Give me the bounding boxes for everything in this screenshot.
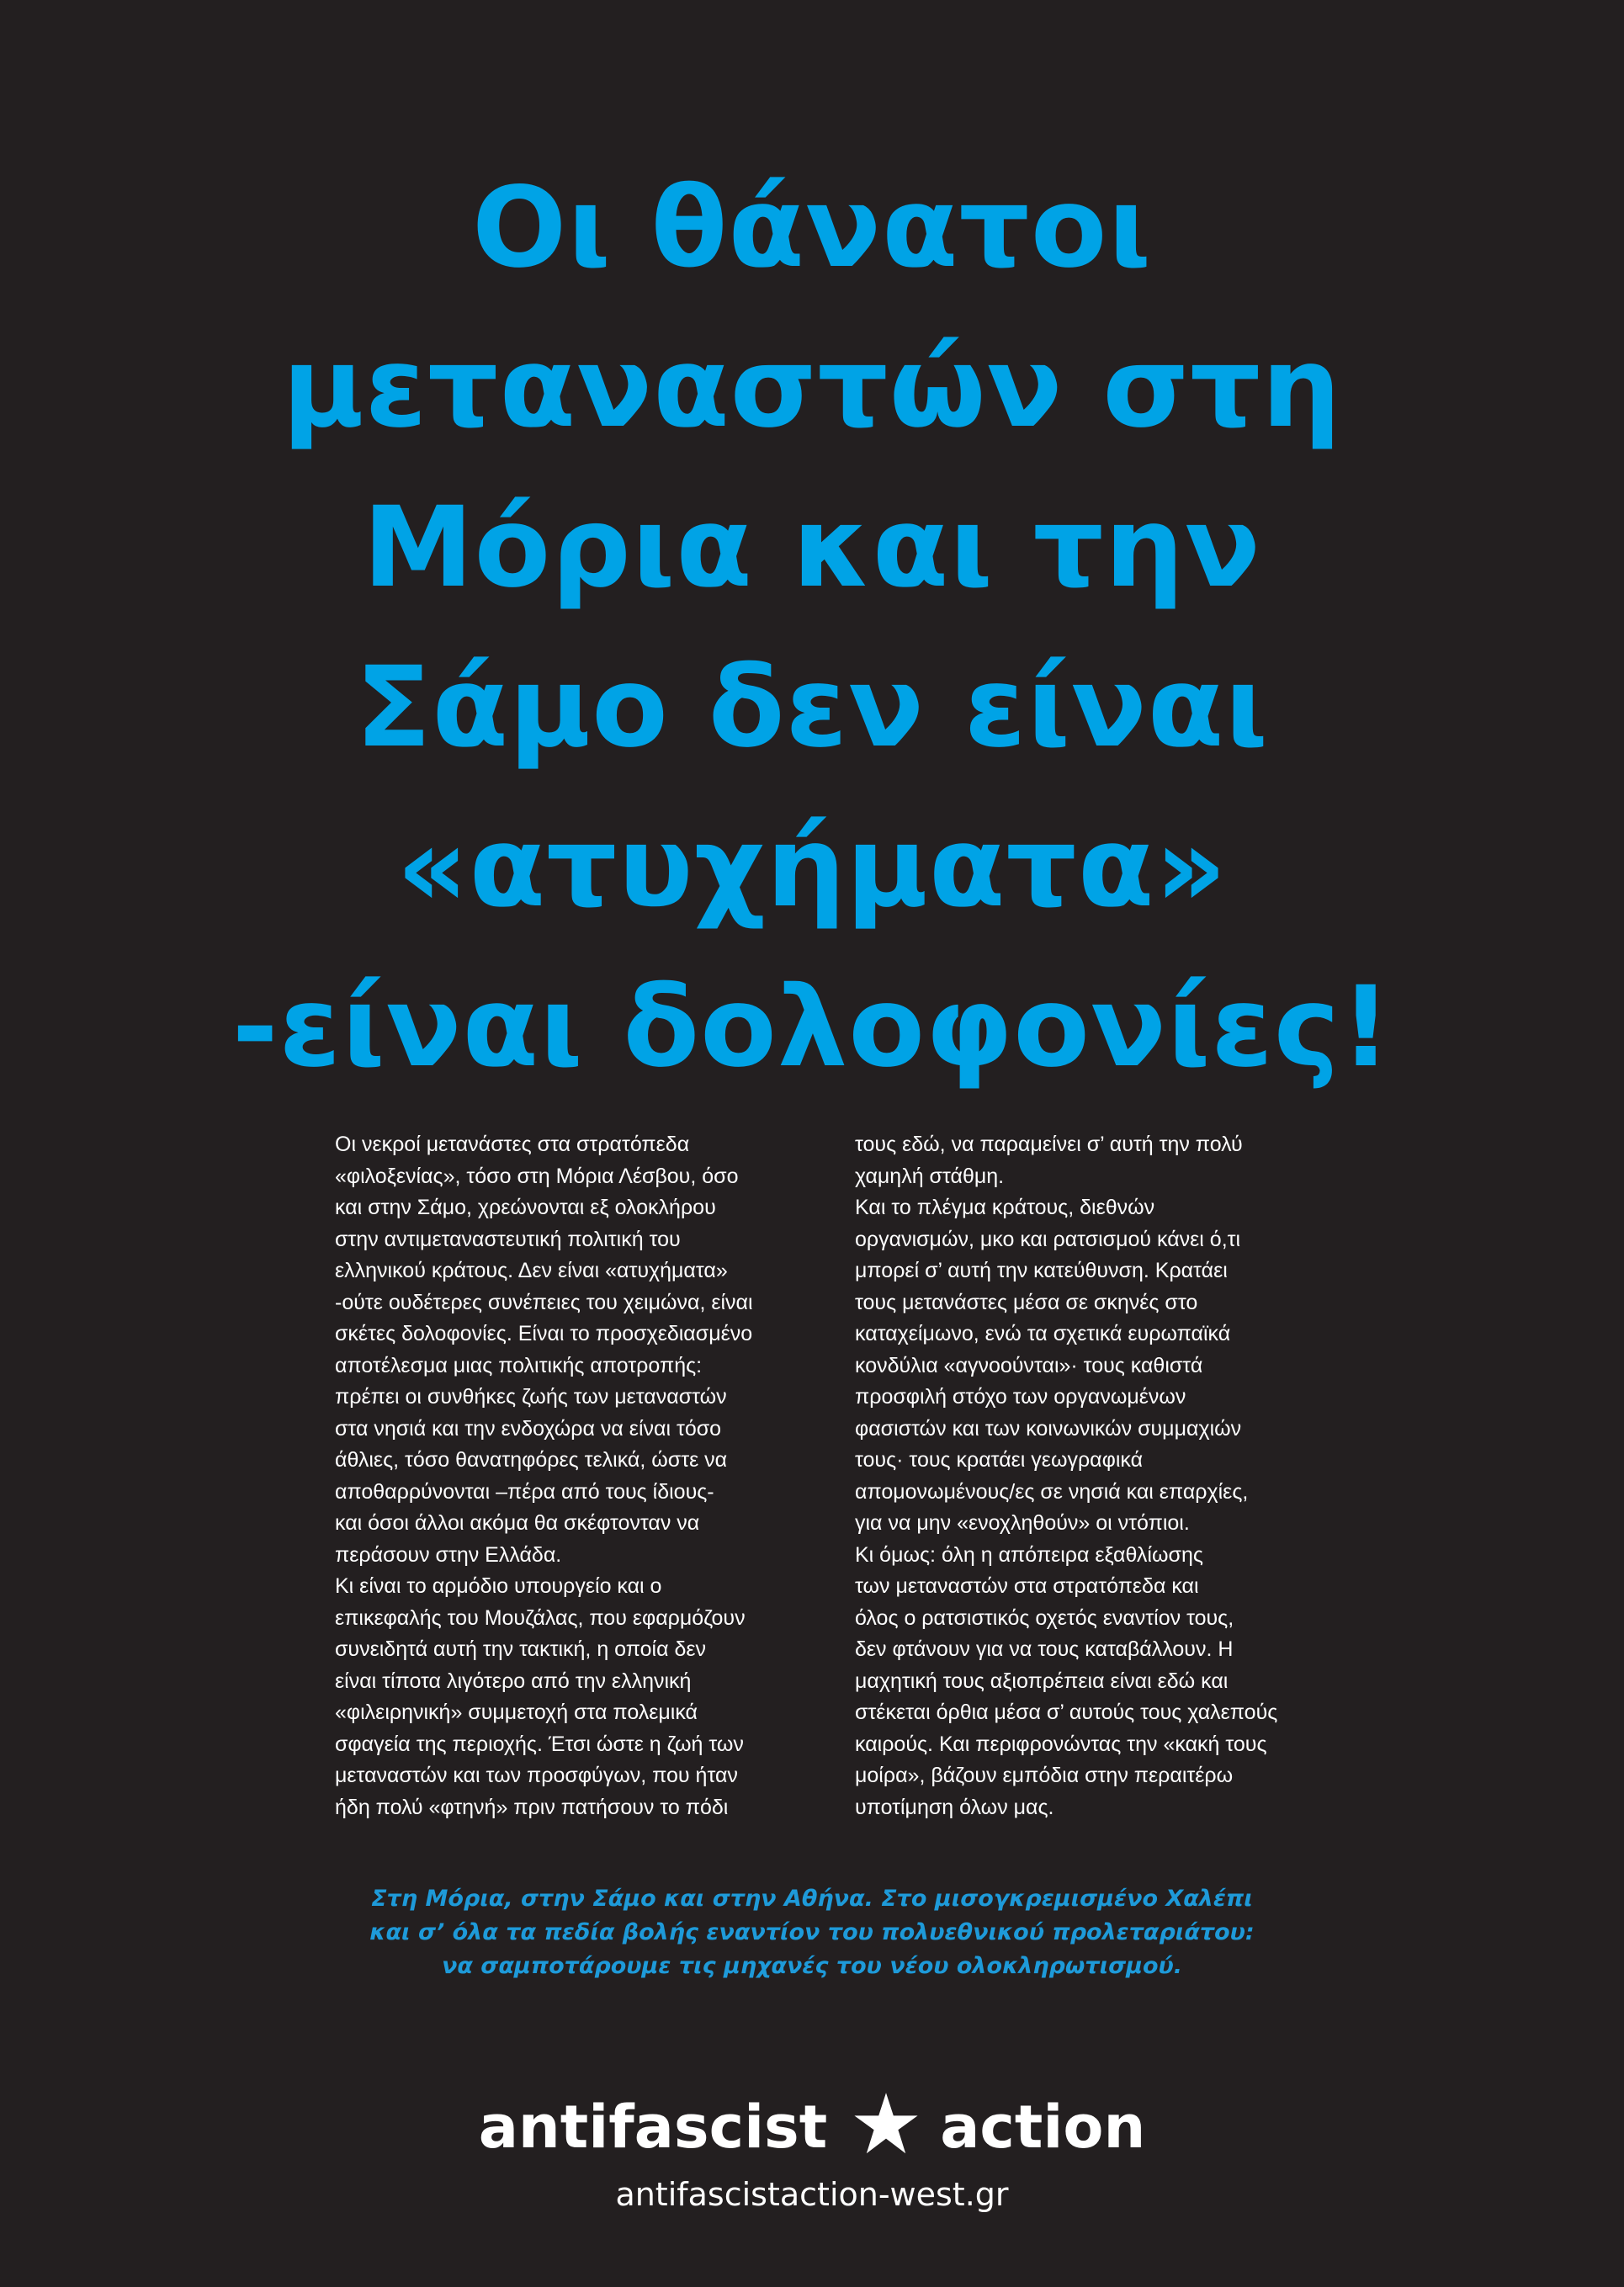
body-line: τους εδώ, να παραμείνει σ’ αυτή την πολύ [855, 1133, 1243, 1156]
body-line: άθλιες, τόσο θανατηφόρες τελικά, ώστε να [335, 1448, 728, 1472]
headline-line: Οι θάνατοι [472, 163, 1152, 293]
body-line: και στην Σάμο, χρεώνονται εξ ολοκλήρου [335, 1196, 716, 1219]
body-line: αποθαρρύνονται –πέρα από τους ίδιους- [335, 1479, 714, 1504]
body-line: απομονωμένους/ες σε νησιά και επαρχίες, [855, 1479, 1249, 1504]
body-line: στην αντιμεταναστευτική πολιτική του [335, 1227, 681, 1251]
body-line: συνειδητά αυτή την τακτική, η οποία δεν [335, 1637, 707, 1661]
logo-word-right: action [940, 2093, 1146, 2162]
body-line: -ούτε ουδέτερες συνέπειες του χειμώνα, είναι [335, 1290, 753, 1314]
headline-line: μεταναστών στη [282, 323, 1342, 453]
body-line: τους· τους κρατάει γεωγραφικά [855, 1448, 1144, 1472]
body-line: ελληνικού κράτους. Δεν είναι «ατυχήματα» [335, 1259, 728, 1282]
body-line: Κι είναι το αρμόδιο υπουργείο και ο [335, 1574, 662, 1598]
body-line: Οι νεκροί μετανάστες στα στρατόπεδα [335, 1133, 690, 1156]
headline [0, 148, 1624, 1107]
body-line: των μεταναστών στα στρατόπεδα και [855, 1574, 1199, 1598]
antifascist-action-logo [0, 2087, 1624, 2168]
body-line: είναι τίποτα λιγότερο από την ελληνική [335, 1669, 692, 1693]
body-column-left [335, 1129, 806, 1823]
body-line: όλος ο ρατσιστικός οχετός εναντίον τους, [855, 1605, 1234, 1630]
body-line: Κι όμως: όλη η απόπειρα εξαθλίωσης [855, 1542, 1203, 1567]
body-line: στα νησιά και την ενδοχώρα να είναι τόσο [335, 1416, 722, 1441]
logo-word-left: antifascist [478, 2093, 828, 2162]
website-url: antifascistaction-west.gr [615, 2176, 1009, 2213]
body-line: για να μην «ενοχληθούν» οι ντόπιοι. [855, 1511, 1190, 1535]
body-line: σκέτες δολοφονίες. Είναι το προσχεδιασμένο [335, 1322, 753, 1345]
body-line: υποτίμηση όλων μας. [855, 1795, 1054, 1819]
body-text [335, 1129, 1326, 1823]
headline-line: -είναι δολοφονίες! [231, 963, 1393, 1092]
footer-slogan [0, 1882, 1624, 1983]
body-line: οργανισμών, μκο και ρατσισμού κάνει ό,τι [855, 1227, 1241, 1251]
body-line: καιρούς. Και περιφρονώντας την «κακή τους [855, 1732, 1267, 1756]
body-line: μοίρα», βάζουν εμπόδια στην περαιτέρω [855, 1764, 1234, 1787]
body-line: επικεφαλής του Μουζάλας, που εφαρμόζουν [335, 1605, 746, 1630]
body-line: μαχητική τους αξιοπρέπεια είναι εδώ και [855, 1669, 1229, 1693]
footer-slogan-line: Στη Μόρια, στην Σάμο και στην Αθήνα. Στο μισογκρεμισμένο Χαλέπι [371, 1886, 1253, 1912]
headline-line: Σάμο δεν είναι [355, 643, 1269, 772]
body-line: περάσουν στην Ελλάδα. [335, 1542, 562, 1567]
body-line: αποτέλεσμα μιας πολιτικής αποτροπής: [335, 1353, 703, 1377]
body-line: τους μετανάστες μέσα σε σκηνές στο [855, 1290, 1198, 1314]
body-line: καταχείμωνο, ενώ τα σχετικά ευρωπαϊκά [855, 1322, 1231, 1345]
body-line: σφαγεία της περιοχής. Έτσι ώστε η ζωή των [335, 1732, 744, 1756]
body-column-right [855, 1129, 1326, 1823]
body-line: χαμηλή στάθμη. [855, 1164, 1005, 1188]
footer-slogan-line: και σ’ όλα τα πεδία βολής εναντίον του πολυεθνικού προλεταριάτου: [369, 1919, 1255, 1945]
star-icon [852, 2090, 920, 2157]
body-line: «φιλειρηνική» συμμετοχή στα πολεμικά [335, 1701, 698, 1724]
footer-slogan-line: να σαμποτάρουμε τις μηχανές του νέου ολοκληρωτισμού. [441, 1953, 1183, 1979]
body-line: μεταναστών και των προσφύγων, που ήταν [335, 1764, 738, 1787]
body-line: στέκεται όρθια μέσα σ’ αυτούς τους χαλεπούς [855, 1701, 1278, 1724]
body-line: κονδύλια «αγνοούνται»· τους καθιστά [855, 1353, 1203, 1377]
headline-line: Μόρια και την [363, 483, 1261, 613]
headline-line: «ατυχήματα» [396, 803, 1228, 932]
body-line: και όσοι άλλοι ακόμα θα σκέφτονταν να [335, 1511, 700, 1535]
body-line: μπορεί σ’ αυτή την κατεύθυνση. Κρατάει [855, 1259, 1228, 1282]
body-line: φασιστών και των κοινωνικών συμμαχιών [855, 1416, 1242, 1441]
body-line: Και το πλέγμα κράτους, διεθνών [855, 1196, 1155, 1219]
body-line: ήδη πολύ «φτηνή» πριν πατήσουν το πόδι [335, 1795, 729, 1819]
body-line: πρέπει οι συνθήκες ζωής των μεταναστών [335, 1385, 727, 1409]
body-line: προσφιλή στόχο των οργανωμένων [855, 1385, 1186, 1409]
body-line: δεν φτάνουν για να τους καταβάλλουν. Η [855, 1637, 1234, 1661]
body-line: «φιλοξενίας», τόσο στη Μόρια Λέσβου, όσο [335, 1164, 739, 1188]
